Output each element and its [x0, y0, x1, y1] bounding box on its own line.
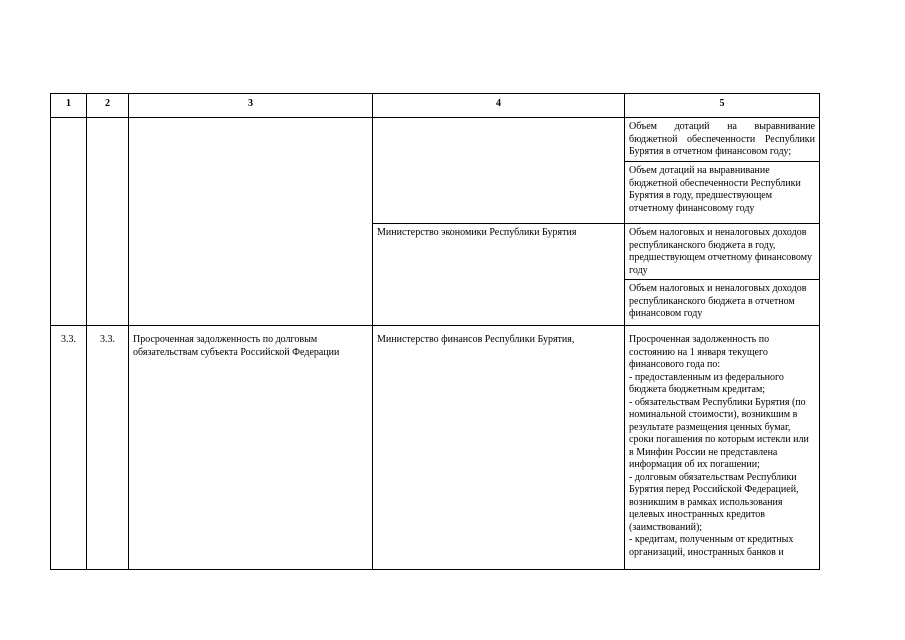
table-row	[51, 118, 820, 162]
cell-empty-col3	[129, 118, 373, 326]
cell-indicator: Объем дотаций на выравнивание бюджетной обеспеченности Республики Бурятия в году, предшествующем отчетному финансовому году	[625, 162, 820, 224]
header-col-2: 2	[87, 94, 129, 118]
cell-empty-col2	[87, 118, 129, 326]
cell-number: 3.3.	[51, 326, 87, 570]
cell-agency: Министерство экономики Республики Бурятия	[373, 224, 625, 326]
header-col-5: 5	[625, 94, 820, 118]
cell-agency: Министерство финансов Республики Бурятия,	[373, 326, 625, 570]
indicator-table	[50, 93, 820, 570]
header-col-4: 4	[373, 94, 625, 118]
cell-indicator: Объем налоговых и неналоговых доходов республиканского бюджета в году, предшествующем отчетному финансовому году	[625, 224, 820, 280]
table-header-row	[51, 94, 820, 118]
cell-indicator: Просроченная задолженность по состоянию на 1 января текущего финансового года по: - предоставленным из федерального бюджета бюджетным кредитам; - обязательствам Республики Бурятия (по номинальной стоимости), возникшим в результате размещения ценных бумаг, сроки погашения по которым истекли или в Минфин России не представлена информация об их погашении; - долговым обязательствам Республики Бурятия перед Российской Федерацией, возникшим в рамках использования целевых иностранных кредитов (заимствований); - кредитам, полученным от кредитных организаций, иностранных банков и	[625, 326, 820, 570]
cell-empty-col4	[373, 118, 625, 224]
cell-indicator: Объем дотаций на выравнивание бюджетной обеспеченности Республики Бурятия в отчетном финансовом году;	[625, 118, 820, 162]
table-row	[51, 326, 820, 570]
header-col-1: 1	[51, 94, 87, 118]
cell-subnumber: 3.3.	[87, 326, 129, 570]
header-col-3: 3	[129, 94, 373, 118]
cell-indicator: Объем налоговых и неналоговых доходов республиканского бюджета в отчетном финансовом году	[625, 280, 820, 326]
cell-indicator-name: Просроченная задолженность по долговым обязательствам субъекта Российской Федерации	[129, 326, 373, 570]
cell-empty-col1	[51, 118, 87, 326]
